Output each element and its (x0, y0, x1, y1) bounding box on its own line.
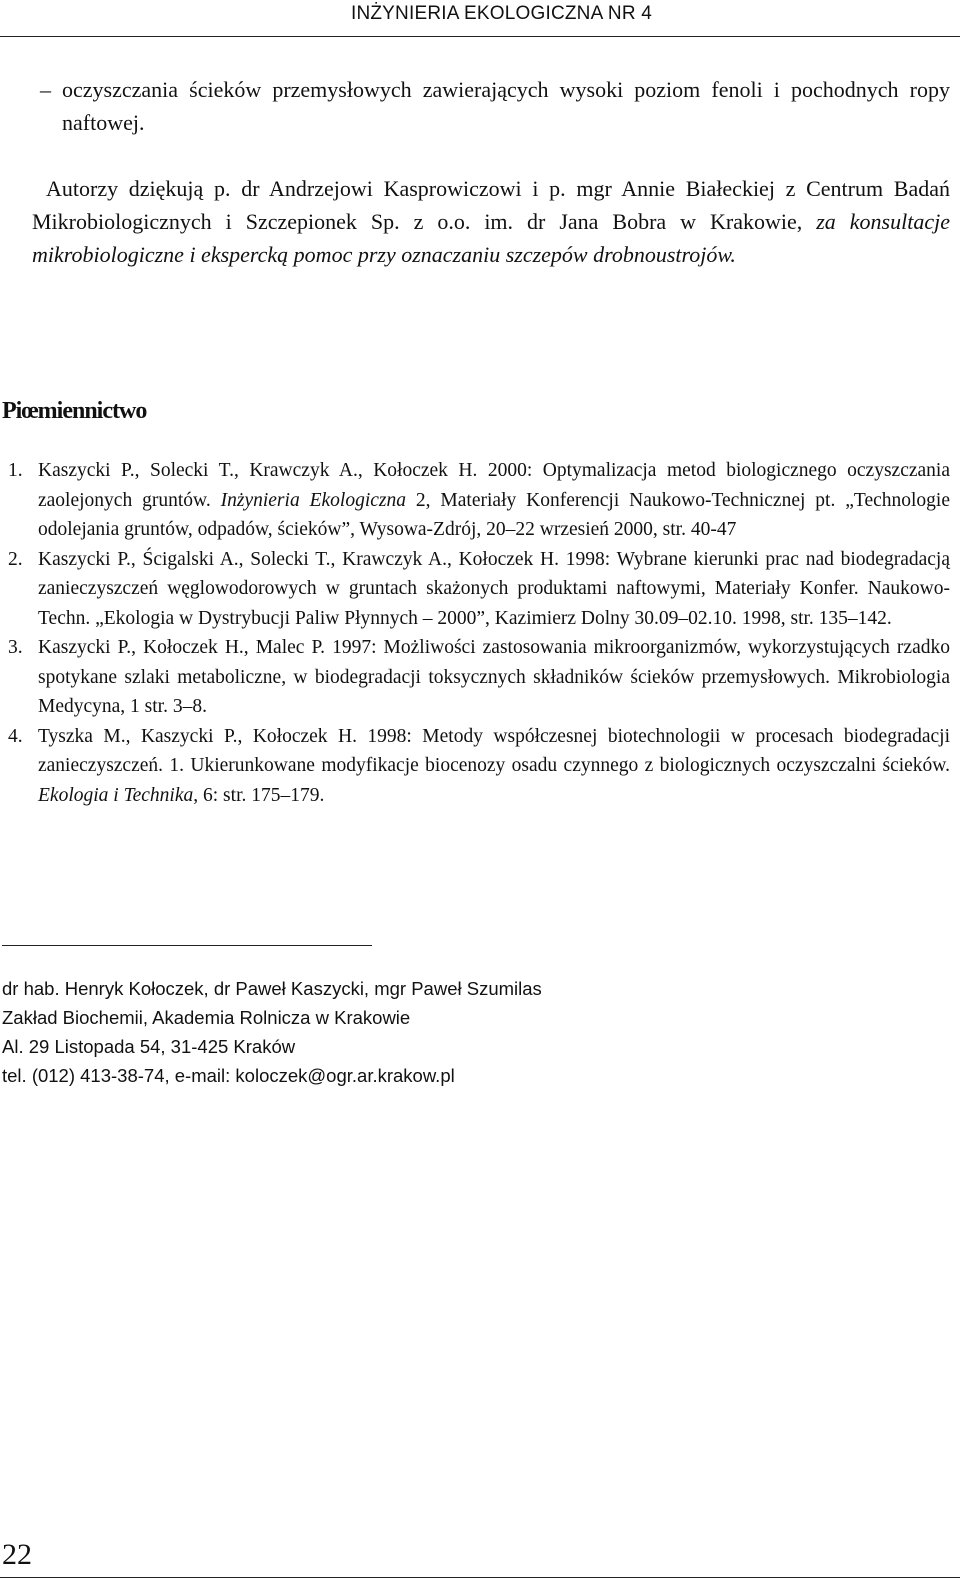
reference-text-tail: , 6: str. 175–179. (193, 784, 325, 806)
author-affiliation (2, 974, 542, 1090)
header-rule (0, 36, 960, 37)
reference-journal: Ekologia i Technika (38, 784, 194, 806)
footnote-rule (2, 945, 372, 946)
affiliation-address: Al. 29 Listopada 54, 31-425 Kraków (2, 1036, 296, 1057)
acknowledgement-text-italic: za konsultacje mikrobiologiczne i ekspercką pomoc przy oznaczaniu szczepów drobnoustrojów. (32, 209, 950, 267)
reference-item (8, 633, 950, 722)
list-item-text: oczyszczania ścieków przemysłowych zawierających wysoki poziom fenoli i pochodnych ropy naftowej. (62, 77, 950, 135)
reference-item (8, 456, 950, 545)
reference-number: 2. (8, 548, 23, 570)
reference-journal: Inżynieria Ekologiczna (220, 489, 406, 511)
running-header (0, 0, 960, 44)
affiliation-institution: Zakład Biochemii, Akademia Rolnicza w Krakowie (2, 1007, 411, 1028)
reference-text: Kaszycki P., Kołoczek H., Malec P. 1997: Możliwości zastosowania mikroorganizmów, wykorzystujących rzadko spotykane szlaki metaboliczne, w biodegradacji toksycznych składników ścieków przemysłowych. Mikrobiologia Medycyna, 1 str. 3–8. (38, 637, 950, 717)
page-number: 22 (2, 1538, 32, 1571)
bottom-rule (0, 1577, 960, 1578)
reference-text: Kaszycki P., Ścigalski A., Solecki T., Krawczyk A., Kołoczek H. 1998: Wybrane kierunki prac nad biodegradacją zanieczyszczeń węglowodorowych w gruntach skażonych produktami naftowymi, Materiały Konfer. Naukowo-Techn. „Ekologia w Dystrybucji Paliw Płynnych – 2000”, Kazimierz Dolny 30.09–02.10. 1998, str. 135–142. (38, 548, 950, 629)
reference-text-tail: 2, Materiały Konferencji Naukowo-Technicznej pt. „Technologie odolejania gruntów, odpadów, ścieków”, Wysowa-Zdrój, 20–22 wrzesień 2000, str. 40-47 (38, 489, 950, 540)
reference-number: 1. (8, 460, 23, 481)
reference-number: 3. (8, 637, 23, 658)
bibliography-heading: Piœmiennictwo (2, 398, 147, 424)
reference-number: 4. (8, 725, 23, 747)
acknowledgement-paragraph (32, 172, 950, 271)
reference-list (8, 456, 950, 810)
reference-item (8, 545, 950, 634)
reference-text: Kaszycki P., Solecki T., Krawczyk A., Kołoczek H. 2000: Optymalizacja metod biologicznego oczyszczania zaolejonych gruntów. (38, 460, 950, 511)
journal-title: INŻYNIERIA EKOLOGICZNA NR 4 (350, 3, 652, 24)
reference-item (8, 722, 950, 811)
affiliation-authors: dr hab. Henryk Kołoczek, dr Paweł Kaszycki, mgr Paweł Szumilas (2, 978, 542, 999)
reference-text: Tyszka M., Kaszycki P., Kołoczek H. 1998: Metody współczesnej biotechnologii w procesach biodegradacji zanieczyszczeń. 1. Ukierunkowane modyfikacje biocenozy osadu czynnego z biologicznych oczyszczalni ścieków. (38, 725, 950, 776)
acknowledgement-text: Autorzy dziękują p. dr Andrzejowi Kasprowiczowi i p. mgr Annie Białeckiej z Centrum Badań Mikrobiologicznych i Szczepionek Sp. z o.o. im. dr Jana Bobra w Krakowie, (32, 176, 950, 234)
affiliation-contact: tel. (012) 413-38-74, e-mail: koloczek@ogr.ar.krakow.pl (2, 1065, 455, 1086)
list-dash: – (40, 77, 51, 102)
